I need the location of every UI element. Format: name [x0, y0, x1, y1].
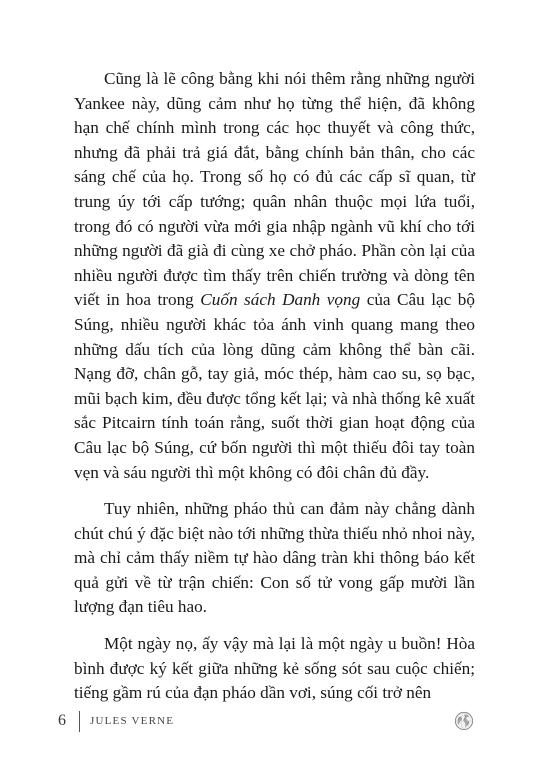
page-body: [74, 67, 475, 718]
page-number: 6: [58, 712, 66, 729]
paragraph-1-text-start: Cũng là lẽ công bằng khi nói thêm rằng những người Yankee này, dũng cảm như họ từng thể hiện, đã không hạn chế chính mình trong các học thuyết và công thức, nhưng đã phải trả giá đắt, bằng chính bản thân, cho các sáng chế của họ. Trong số họ có đủ các cấp sĩ quan, từ trung úy tới cấp tướng; quân nhân thuộc mọi lứa tuổi, trong đó có người vừa mới gia nhập ngành vũ khí cho tới những người đã già đi cùng xe chở pháo. Phần còn lại của nhiều người được tìm thấy trên chiến trường và dòng tên viết in hoa trong: [74, 69, 475, 310]
book-title: Cuốn sách Danh vọng: [200, 290, 361, 310]
paragraph-3: Một ngày nọ, ấy vậy mà lại là một ngày u buồn! Hòa bình được ký kết giữa những kẻ sống sót sau cuộc chiến; tiếng gầm rú của đạn pháo dần vơi, súng cối trở nên: [74, 634, 475, 703]
paragraph-2: Tuy nhiên, những pháo thủ can đảm này chẳng dành chút chú ý đặc biệt nào tới những thừa thiếu nhỏ nhoi này, mà chỉ cảm thấy niềm tự hào dâng tràn khi thông báo kết quả gửi về từ trận chiến: Con số tử vong gấp mười lần lượng đạn tiêu hao.: [74, 499, 475, 617]
author-name: JULES VERNE: [90, 715, 175, 727]
paragraph-1: [74, 67, 475, 485]
footer-divider: [79, 711, 80, 732]
page-footer: [58, 710, 474, 734]
globe-icon: [454, 711, 474, 731]
paragraph-1-text-end: của Câu lạc bộ Súng, nhiều người khác tỏa ánh vinh quang mang theo những dấu tích của lòng dũng cảm không thể bàn cãi. Nạng đỡ, chân gỗ, tay giả, móc thép, hàm cao su, sọ bạc, mũi bạch kim, đều được tổng kết lại; và nhà thống kê xuất sắc Pitcairn tính toán rằng, suốt thời gian hoạt động của Câu lạc bộ Súng, cứ bốn người thì một thiếu đôi tay toàn vẹn và sáu người thì một không có đôi chân đủ đầy.: [74, 290, 475, 482]
